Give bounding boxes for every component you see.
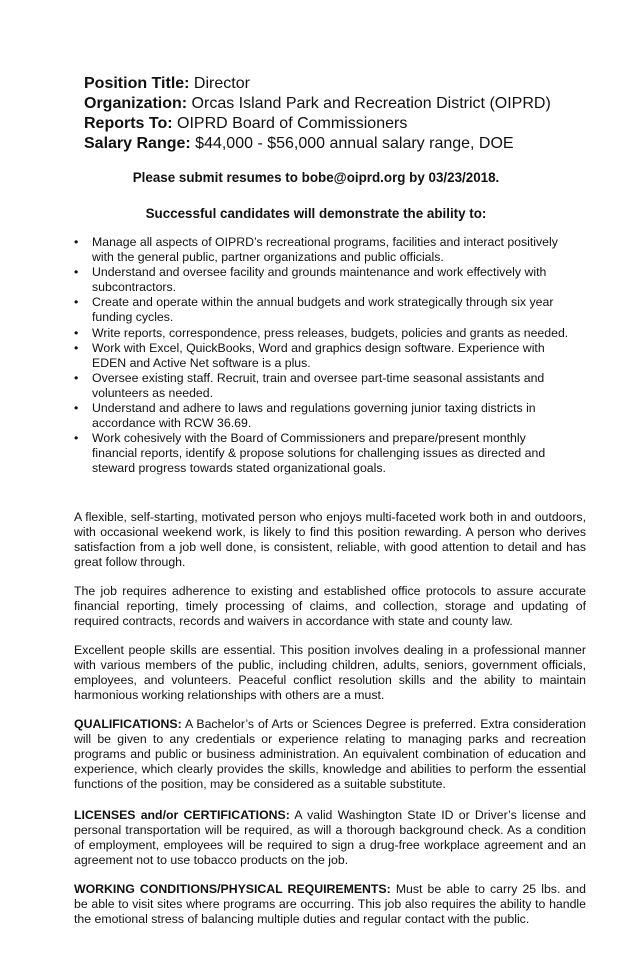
bullet-icon: • <box>74 401 79 416</box>
bullet-icon: • <box>74 340 79 355</box>
paragraph-licenses <box>74 808 586 868</box>
list-item-text: Understand and adhere to laws and regulations governing junior taxing districts in accordance with RCW 36.69. <box>92 401 536 431</box>
bullet-icon: • <box>74 325 79 340</box>
list-item <box>74 401 574 431</box>
list-item-text: Manage all aspects of OIPRD’s recreational programs, facilities and interact positively with the general public, partner organizations and public officials. <box>92 235 558 265</box>
reports-to-label: Reports To: <box>84 115 173 132</box>
position-title-value: Director <box>189 75 250 92</box>
salary-range-label: Salary Range: <box>84 135 191 152</box>
paragraph-self-starting: A flexible, self-starting, motivated person who enjoys multi-faceted work both in and outdoors, with occasional weekend work, is likely to find this position rewarding. A person who derives satisfaction from a job well done, is consistent, reliable, with good attention to detail and has great follow through. <box>74 510 586 570</box>
paragraph-working-conditions <box>74 882 586 927</box>
abilities-list <box>74 235 574 477</box>
list-item <box>74 295 574 325</box>
organization-value: Orcas Island Park and Recreation District (OIPRD) <box>187 95 551 112</box>
qualifications-label: QUALIFICATIONS: <box>74 717 182 731</box>
licenses-text: A valid Washington State ID or Driver’s license and personal transportation will be required, as will a thorough background check. As a condition of employment, employees will be required to sign a drug-free workplace agreement and an agreement not to use tobacco products on the job. <box>74 808 586 868</box>
reports-to-value: OIPRD Board of Commissioners <box>172 115 408 132</box>
organization-label: Organization: <box>84 95 188 112</box>
qualifications-text: A Bachelor’s of Arts or Sciences Degree is preferred. Extra consideration will be given to any credentials or experience relating to managing parks and recreation programs and public or business administration. An equivalent combination of education and experience, which clearly provides the skills, knowledge and abilities to perform the essential functions of the position, may be considered as a suitable substitute. <box>74 717 586 792</box>
bullet-icon: • <box>74 265 79 280</box>
list-item-text: Understand and oversee facility and grounds maintenance and work effectively with subcontractors. <box>92 265 547 295</box>
position-title-line <box>84 74 624 94</box>
list-item <box>74 341 574 371</box>
paragraph-protocols: The job requires adherence to existing and established office protocols to assure accurate financial reporting, timely processing of claims, and collection, storage and updating of required contracts, records and waivers in accordance with state and county law. <box>74 584 586 629</box>
abilities-heading: Successful candidates will demonstrate the ability to: <box>145 206 487 221</box>
position-header <box>84 74 624 154</box>
salary-range-value: $44,000 - $56,000 annual salary range, DOE <box>190 135 514 152</box>
list-item <box>74 371 574 401</box>
working-conditions-text: Must be able to carry 25 lbs. and be able to visit sites where programs are occurring. This job also requires the ability to handle the emotional stress of balancing multiple duties and regular contact with the public. <box>74 882 586 927</box>
salary-range-line <box>84 134 624 154</box>
list-item <box>74 265 574 295</box>
reports-to-line <box>84 114 624 134</box>
bullet-icon: • <box>74 295 79 310</box>
list-item-text: Create and operate within the annual budgets and work strategically through six year funding cycles. <box>92 295 554 325</box>
list-item <box>74 326 574 341</box>
list-item <box>74 431 574 476</box>
bullet-icon: • <box>74 431 79 446</box>
bullet-icon: • <box>74 235 79 249</box>
submit-resume-line: Please submit resumes to bobe@oiprd.org by 03/23/2018. <box>132 170 500 185</box>
position-title-label: Position Title: <box>84 75 190 92</box>
working-conditions-label: WORKING CONDITIONS/PHYSICAL REQUIREMENTS: <box>74 882 391 896</box>
list-item-text: Write reports, correspondence, press releases, budgets, policies and grants as needed. <box>92 325 569 340</box>
list-item-text: Oversee existing staff. Recruit, train and oversee part-time seasonal assistants and volunteers as needed. <box>92 370 545 400</box>
licenses-label: LICENSES and/or CERTIFICATIONS: <box>74 808 290 822</box>
bullet-icon: • <box>74 370 79 385</box>
list-item-text: Work cohesively with the Board of Commissioners and prepare/present monthly financial reports, identify & propose solutions for challenging issues as directed and steward progress towards stated organizational goals. <box>92 431 546 476</box>
paragraph-qualifications <box>74 717 586 792</box>
list-item <box>74 235 574 265</box>
list-item-text: Work with Excel, QuickBooks, Word and graphics design software. Experience with EDEN and Active Net software is a plus. <box>92 340 545 370</box>
organization-line <box>84 94 624 114</box>
paragraph-people-skills: Excellent people skills are essential. This position involves dealing in a professional manner with various members of the public, including children, adults, seniors, government officials, employees, and volunteers. Peaceful conflict resolution skills and the ability to maintain harmonious working relationships with others are a must. <box>74 643 586 703</box>
